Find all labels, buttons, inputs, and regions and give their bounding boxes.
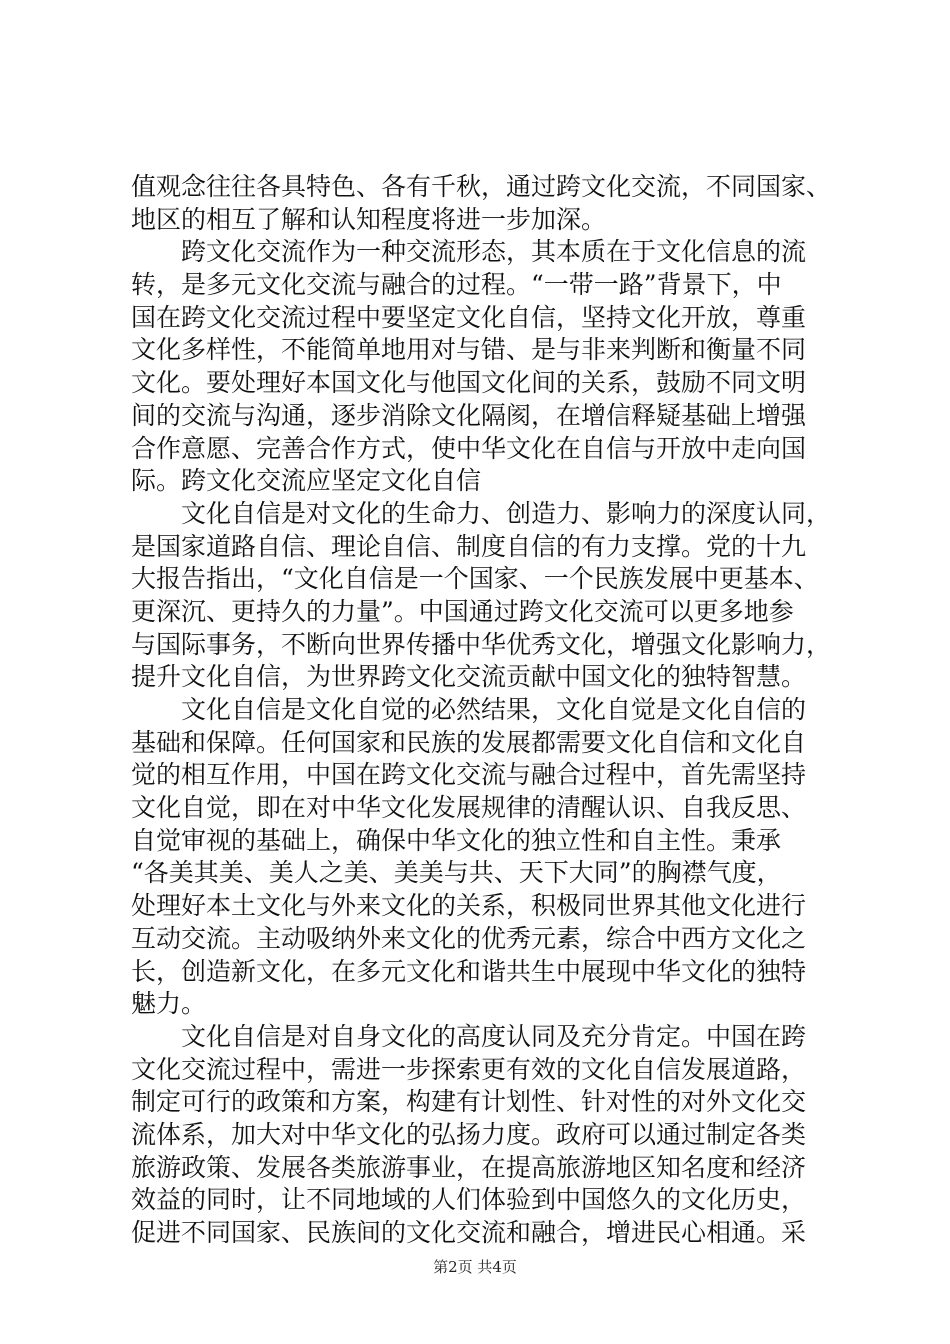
text-line: 跨文化交流作为一种交流形态，其本质在于文化信息的流: [181, 237, 807, 267]
text-line: 文化自信是对自身文化的高度认同及充分肯定。中国在跨: [181, 1021, 807, 1051]
text-line: 魅力。: [131, 989, 207, 1019]
page-footer: [0, 1256, 950, 1277]
text-line: 文化。要处理好本国文化与他国文化间的关系，鼓励不同文明: [131, 368, 807, 398]
text-line: 制定可行的政策和方案，构建有计划性、针对性的对外文化交: [131, 1087, 807, 1117]
text-line: 基础和保障。任何国家和民族的发展都需要文化自信和文化自: [131, 727, 807, 757]
text-line: 与国际事务，不断向世界传播中华优秀文化，增强文化影响力，: [131, 629, 832, 659]
text-line: 处理好本土文化与外来文化的关系，积极同世界其他文化进行: [131, 891, 807, 921]
text-line: 互动交流。主动吸纳外来文化的优秀元素，综合中西方文化之: [131, 923, 807, 953]
text-line: 文化自信是文化自觉的必然结果，文化自觉是文化自信的: [181, 695, 807, 724]
text-line: 更深沉、更持久的力量”。中国通过跨文化交流可以更多地参: [131, 596, 794, 626]
text-line: 大报告指出，“文化自信是一个国家、一个民族发展中更基本、: [131, 564, 819, 594]
text-line: 文化自信是对文化的生命力、创造力、影响力的深度认同，: [181, 498, 832, 528]
text-line: 际。跨文化交流应坚定文化自信: [131, 466, 482, 496]
text-line: 转，是多元文化交流与融合的过程。“一带一路”背景下，中: [131, 270, 782, 300]
text-line: 长，创造新文化，在多元文化和谐共生中展现中华文化的独特: [131, 956, 807, 986]
text-line: 是国家道路自信、理论自信、制度自信的有力支撑。党的十九: [131, 531, 807, 561]
text-line: 旅游政策、发展各类旅游事业，在提高旅游地区知名度和经济: [131, 1152, 807, 1182]
text-line: 文化多样性，不能简单地用对与错、是与非来判断和衡量不同: [131, 335, 807, 365]
text-line: 间的交流与沟通，逐步消除文化隔阂，在增信释疑基础上增强: [131, 400, 807, 430]
text-line: 文化交流过程中，需进一步探索更有效的文化自信发展道路，: [131, 1054, 807, 1084]
text-line: 合作意愿、完善合作方式，使中华文化在自信与开放中走向国: [131, 433, 807, 463]
text-line: 流体系，加大对中华文化的弘扬力度。政府可以通过制定各类: [131, 1119, 807, 1149]
text-line: 文化自觉，即在对中华文化发展规律的清醒认识、自我反思、: [131, 793, 807, 823]
text-line: 自觉审视的基础上，确保中华文化的独立性和自主性。秉承: [131, 825, 782, 855]
document-body-text: [131, 171, 831, 1250]
page-number-label: 第2页 共4页: [433, 1258, 517, 1276]
text-line: 效益的同时，让不同地域的人们体验到中国悠久的文化历史，: [131, 1185, 807, 1215]
text-line: 提升文化自信，为世界跨文化交流贡献中国文化的独特智慧。: [131, 662, 807, 692]
text-line: 觉的相互作用，中国在跨文化交流与融合过程中，首先需坚持: [131, 760, 807, 790]
text-line: 地区的相互了解和认知程度将进一步加深。: [131, 204, 607, 234]
text-line: 促进不同国家、民族间的文化交流和融合，增进民心相通。采: [131, 1218, 807, 1247]
text-line: 国在跨文化交流过程中要坚定文化自信，坚持文化开放，尊重: [131, 302, 807, 332]
text-line: “各美其美、美人之美、美美与共、天下大同”的胸襟气度，: [131, 858, 782, 888]
text-line: 值观念往往各具特色、各有千秋，通过跨文化交流，不同国家、: [131, 172, 832, 201]
